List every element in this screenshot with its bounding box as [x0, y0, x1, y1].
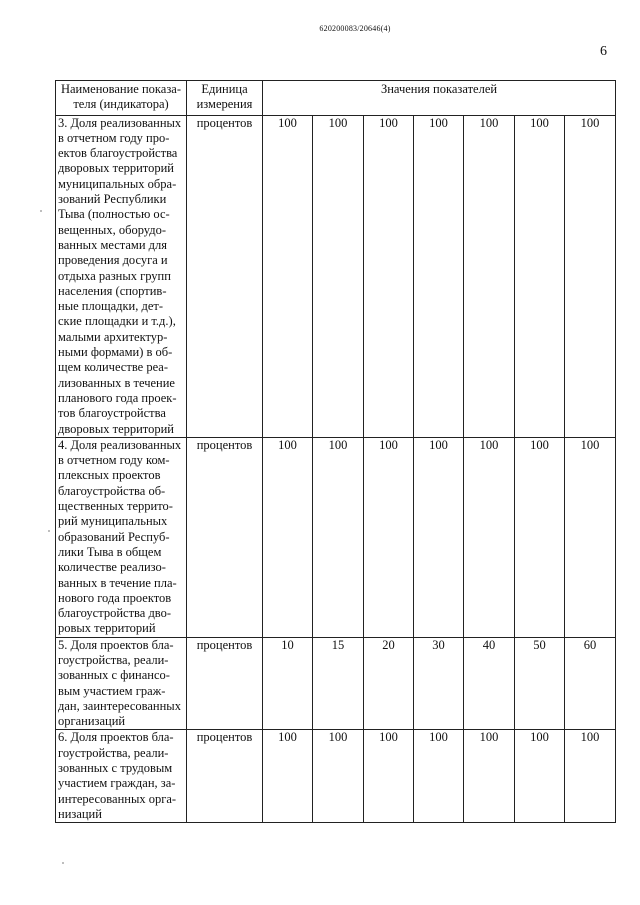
indicator-name	[56, 437, 187, 637]
table-row	[56, 437, 616, 637]
indicator-name-line: населения (спортив-	[58, 283, 167, 298]
indicator-name-line: Тыва (полностью ос-	[58, 207, 170, 222]
indicator-name-line: тов благоустройства	[58, 406, 166, 421]
indicator-name-line: ными формами) в об-	[58, 345, 173, 360]
indicator-value: 100	[364, 115, 414, 437]
column-header-unit: Единица измерения	[187, 81, 263, 116]
table-row	[56, 115, 616, 437]
indicator-name-line: гоустройства, реали-	[58, 652, 169, 667]
indicator-value: 100	[263, 437, 313, 637]
table-row	[56, 637, 616, 730]
indicator-value: 100	[565, 730, 616, 823]
indicator-value: 100	[515, 115, 565, 437]
indicator-name-line: лики Тыва в общем	[58, 544, 162, 559]
indicator-name	[56, 730, 187, 823]
indicator-name-line: зований Республики	[58, 192, 167, 207]
scan-speck	[62, 862, 64, 864]
indicator-value: 100	[263, 730, 313, 823]
indicator-value: 30	[414, 637, 464, 730]
indicator-name-line: зованных с трудовым	[58, 761, 173, 776]
indicator-name-line: 5. Доля проектов бла-	[58, 637, 174, 652]
indicator-name-line: рий муниципальных	[58, 514, 168, 529]
indicator-name-line: благоустройства об-	[58, 483, 166, 498]
indicator-name-line: 6. Доля проектов бла-	[58, 730, 174, 745]
indicator-value: 100	[263, 115, 313, 437]
indicator-name-line: малыми архитектур-	[58, 329, 168, 344]
indicator-value: 50	[515, 637, 565, 730]
indicator-name-line: ектов благоустройства	[58, 146, 178, 161]
indicator-name-line: образований Респуб-	[58, 529, 170, 544]
indicator-value: 60	[565, 637, 616, 730]
indicator-name-line: дворовых территорий	[58, 421, 174, 436]
indicator-unit: процентов	[187, 437, 263, 637]
indicator-value: 100	[313, 115, 364, 437]
indicator-name	[56, 637, 187, 730]
indicator-value: 100	[565, 115, 616, 437]
indicator-name-line: в отчетном году про-	[58, 130, 170, 145]
indicator-name-line: вым участием граж-	[58, 683, 166, 698]
table-header-row	[56, 81, 616, 116]
document-id: 620200083/20646(4)	[319, 24, 391, 33]
indicator-unit: процентов	[187, 115, 263, 437]
indicator-name-line: плексных проектов	[58, 468, 161, 483]
indicator-name-line: проведения досуга и	[58, 253, 168, 268]
indicator-name-line: ные площадки, дет-	[58, 299, 164, 314]
indicator-value: 100	[414, 437, 464, 637]
indicator-value: 100	[565, 437, 616, 637]
indicators-table	[55, 80, 616, 823]
indicator-name-line: зованных с финансо-	[58, 668, 170, 683]
indicator-name-line: щественных террито-	[58, 499, 173, 514]
indicator-value: 15	[313, 637, 364, 730]
indicator-name-line: лизованных в течение	[58, 375, 175, 390]
indicator-value: 100	[464, 115, 515, 437]
indicator-name-line: 3. Доля реализованных	[58, 115, 182, 130]
indicator-name-line: ванных местами для	[58, 237, 167, 252]
indicator-name-line: дворовых территорий	[58, 161, 174, 176]
indicator-value: 100	[313, 437, 364, 637]
indicator-value: 100	[515, 437, 565, 637]
indicator-unit: процентов	[187, 730, 263, 823]
indicator-name-line: интересованных орга-	[58, 791, 177, 806]
scan-speck	[40, 210, 42, 212]
indicator-name-line: нового года проектов	[58, 590, 172, 605]
indicator-name-line: 4. Доля реализованных	[58, 437, 182, 452]
indicator-unit: процентов	[187, 637, 263, 730]
indicator-name-line: ровых территорий	[58, 621, 156, 636]
indicator-name-line: дан, заинтересованных	[58, 698, 181, 713]
indicator-value: 20	[364, 637, 414, 730]
indicator-name-line: в отчетном году ком-	[58, 453, 170, 468]
indicator-value: 100	[364, 730, 414, 823]
indicator-name-line: участием граждан, за-	[58, 776, 176, 791]
indicator-value: 100	[464, 437, 515, 637]
indicator-value: 100	[515, 730, 565, 823]
indicator-name-line: планового года проек-	[58, 390, 177, 405]
indicator-name	[56, 115, 187, 437]
page-number: 6	[600, 44, 607, 59]
column-header-name: Наименование показа- теля (индикатора)	[56, 81, 187, 116]
indicator-value: 100	[464, 730, 515, 823]
indicator-name-line: ские площадки и т.д.),	[58, 314, 176, 329]
indicator-name-line: щем количестве реа-	[58, 360, 168, 375]
indicator-name-line: вещенных, оборудо-	[58, 222, 167, 237]
indicator-value: 100	[313, 730, 364, 823]
indicator-name-line: низаций	[58, 806, 102, 821]
indicator-name-line: гоустройства, реали-	[58, 745, 169, 760]
indicator-value: 100	[414, 115, 464, 437]
indicator-name-line: количестве реализо-	[58, 560, 166, 575]
indicator-name-line: организаций	[58, 714, 126, 729]
scan-speck	[48, 530, 50, 532]
column-header-values: Значения показателей	[263, 81, 616, 116]
table-row	[56, 730, 616, 823]
indicator-name-line: ванных в течение пла-	[58, 575, 177, 590]
indicator-name-line: отдыха разных групп	[58, 268, 171, 283]
indicator-value: 10	[263, 637, 313, 730]
indicator-name-line: благоустройства дво-	[58, 606, 172, 621]
indicator-value: 100	[364, 437, 414, 637]
indicator-value: 100	[414, 730, 464, 823]
indicator-value: 40	[464, 637, 515, 730]
indicator-name-line: муниципальных обра-	[58, 176, 177, 191]
